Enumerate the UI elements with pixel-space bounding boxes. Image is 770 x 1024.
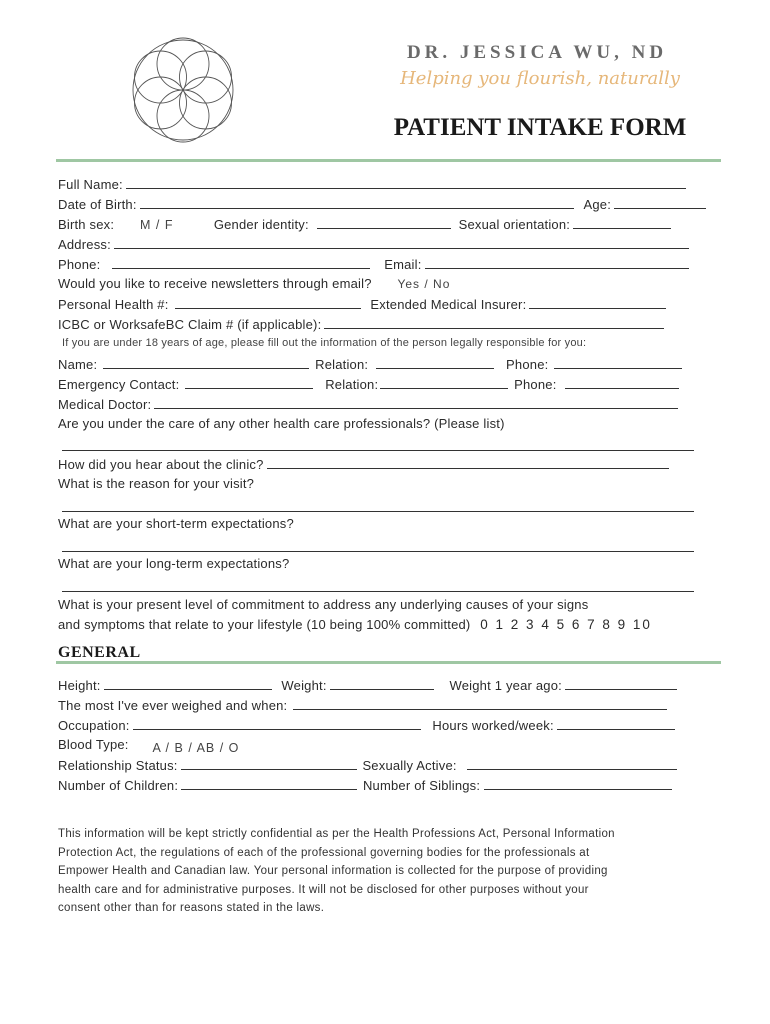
hear-label: How did you hear about the clinic? xyxy=(58,457,264,472)
relationship-row xyxy=(58,756,694,774)
blood-type-label: Blood Type: xyxy=(58,737,129,752)
weight-label: Weight: xyxy=(281,678,327,693)
other-care-field[interactable] xyxy=(62,450,694,451)
children-row xyxy=(58,776,694,794)
weight-field[interactable] xyxy=(330,676,434,690)
emergency-phone-field[interactable] xyxy=(565,375,679,389)
hear-row xyxy=(58,455,694,473)
guardian-relation-label: Relation: xyxy=(315,357,369,372)
weight-year-field[interactable] xyxy=(565,676,677,690)
general-divider xyxy=(56,661,721,664)
reason-row xyxy=(58,475,694,493)
full-name-field[interactable] xyxy=(126,175,686,189)
newsletter-options[interactable]: Yes / No xyxy=(397,277,451,291)
other-care-row xyxy=(58,415,694,433)
sexually-active-field[interactable] xyxy=(467,756,677,770)
general-heading: GENERAL xyxy=(58,644,141,661)
address-row xyxy=(58,235,694,253)
notice-line: health care and for administrative purposes. It will not be disclosed for other purposes without your xyxy=(58,883,589,896)
hours-label: Hours worked/week: xyxy=(432,718,554,733)
dob-label: Date of Birth: xyxy=(58,197,137,212)
email-label: Email: xyxy=(384,257,422,272)
gender-field[interactable] xyxy=(317,215,451,229)
commitment-scale[interactable]: 0 1 2 3 4 5 6 7 8 9 10 xyxy=(480,617,652,632)
minor-note: If you are under 18 years of age, please fill out the information of the person legally responsible for you: xyxy=(62,337,587,349)
gender-label: Gender identity: xyxy=(213,217,309,232)
occupation-label: Occupation: xyxy=(58,718,130,733)
children-field[interactable] xyxy=(181,776,357,790)
phone-label: Phone: xyxy=(58,257,101,272)
most-weighed-label: The most I've ever weighed and when: xyxy=(58,698,288,713)
commitment-label-1: What is your present level of commitment to address any underlying causes of your signs xyxy=(58,597,589,612)
flower-of-life-icon xyxy=(118,30,248,150)
height-row xyxy=(58,676,694,694)
notice-line: This information will be kept strictly confidential as per the Health Professions Act, Personal Information xyxy=(58,828,615,840)
insurer-field[interactable] xyxy=(529,295,666,309)
emergency-relation-label: Relation: xyxy=(325,377,379,392)
age-field[interactable] xyxy=(614,195,706,209)
dob-field[interactable] xyxy=(140,195,574,209)
notice-line: Protection Act, the regulations of each of the professional governing bodies for the professionals at xyxy=(58,846,590,859)
weight-year-label: Weight 1 year ago: xyxy=(449,678,562,693)
long-term-field[interactable] xyxy=(62,591,694,592)
doctor-field[interactable] xyxy=(154,395,678,409)
tagline: Helping you flourish, naturally xyxy=(400,68,680,89)
short-term-row xyxy=(58,515,694,533)
height-label: Height: xyxy=(58,678,101,693)
health-number-label: Personal Health #: xyxy=(58,297,169,312)
orientation-field[interactable] xyxy=(573,215,671,229)
blood-type-options[interactable]: A / B / AB / O xyxy=(152,741,240,755)
relationship-field[interactable] xyxy=(181,756,357,770)
icbc-row xyxy=(58,315,694,333)
emergency-row xyxy=(58,375,694,393)
occupation-row xyxy=(58,716,694,734)
hear-field[interactable] xyxy=(267,455,669,469)
full-name-label: Full Name: xyxy=(58,177,123,192)
address-label: Address: xyxy=(58,237,111,252)
emergency-relation-field[interactable] xyxy=(380,375,508,389)
phone-row xyxy=(58,255,694,273)
emergency-field[interactable] xyxy=(185,375,313,389)
guardian-relation-field[interactable] xyxy=(376,355,494,369)
commitment-row-1 xyxy=(58,596,694,614)
full-name-row xyxy=(58,175,694,193)
long-term-label: What are your long-term expectations? xyxy=(58,556,290,571)
email-field[interactable] xyxy=(425,255,689,269)
newsletter-label: Would you like to receive newsletters through email? xyxy=(58,276,372,291)
relationship-label: Relationship Status: xyxy=(58,758,178,773)
notice-line: Empower Health and Canadian law. Your personal information is collected for the purpose of providing xyxy=(58,865,608,878)
occupation-field[interactable] xyxy=(133,716,421,730)
children-label: Number of Children: xyxy=(58,778,179,793)
dob-row xyxy=(58,195,694,213)
emergency-phone-label: Phone: xyxy=(514,377,557,392)
phone-field[interactable] xyxy=(112,255,370,269)
header-divider xyxy=(56,159,721,162)
notice-line: consent other than for reasons stated in the laws. xyxy=(58,902,325,915)
guardian-name-label: Name: xyxy=(58,357,98,372)
blood-row xyxy=(58,736,694,754)
sex-row xyxy=(58,215,694,233)
long-term-row xyxy=(58,555,694,573)
short-term-field[interactable] xyxy=(62,551,694,552)
siblings-label: Number of Siblings: xyxy=(362,778,481,793)
reason-field[interactable] xyxy=(62,511,694,512)
icbc-field[interactable] xyxy=(324,315,664,329)
orientation-label: Sexual orientation: xyxy=(458,217,571,232)
doctor-row xyxy=(58,395,694,413)
guardian-name-field[interactable] xyxy=(103,355,309,369)
other-care-label: Are you under the care of any other health care professionals? (Please list) xyxy=(58,416,505,431)
most-weighed-row xyxy=(58,696,694,714)
page-title: PATIENT INTAKE FORM xyxy=(393,114,687,141)
guardian-row xyxy=(58,355,694,373)
confidentiality-notice xyxy=(58,825,704,918)
short-term-label: What are your short-term expectations? xyxy=(58,516,294,531)
siblings-field[interactable] xyxy=(484,776,672,790)
commitment-label-2: and symptoms that relate to your lifestyle (10 being 100% committed) xyxy=(58,617,471,632)
health-number-field[interactable] xyxy=(175,295,361,309)
birth-sex-options[interactable]: M / F xyxy=(140,218,174,232)
insurer-label: Extended Medical Insurer: xyxy=(370,297,527,312)
icbc-label: ICBC or WorksafeBC Claim # (if applicable): xyxy=(58,317,322,332)
commitment-row-2 xyxy=(58,616,694,634)
age-label: Age: xyxy=(583,197,612,212)
health-row xyxy=(58,295,694,313)
address-field[interactable] xyxy=(114,235,689,249)
most-weighed-field[interactable] xyxy=(293,696,667,710)
height-field[interactable] xyxy=(104,676,272,690)
brand-name: DR. JESSICA WU, ND xyxy=(406,42,668,63)
guardian-phone-label: Phone: xyxy=(506,357,549,372)
sexually-active-label: Sexually Active: xyxy=(362,758,457,773)
doctor-label: Medical Doctor: xyxy=(58,397,152,412)
guardian-phone-field[interactable] xyxy=(554,355,682,369)
hours-field[interactable] xyxy=(557,716,675,730)
reason-label: What is the reason for your visit? xyxy=(58,476,255,491)
birth-sex-label: Birth sex: xyxy=(58,217,115,232)
newsletter-row xyxy=(58,275,694,293)
emergency-label: Emergency Contact: xyxy=(58,377,180,392)
